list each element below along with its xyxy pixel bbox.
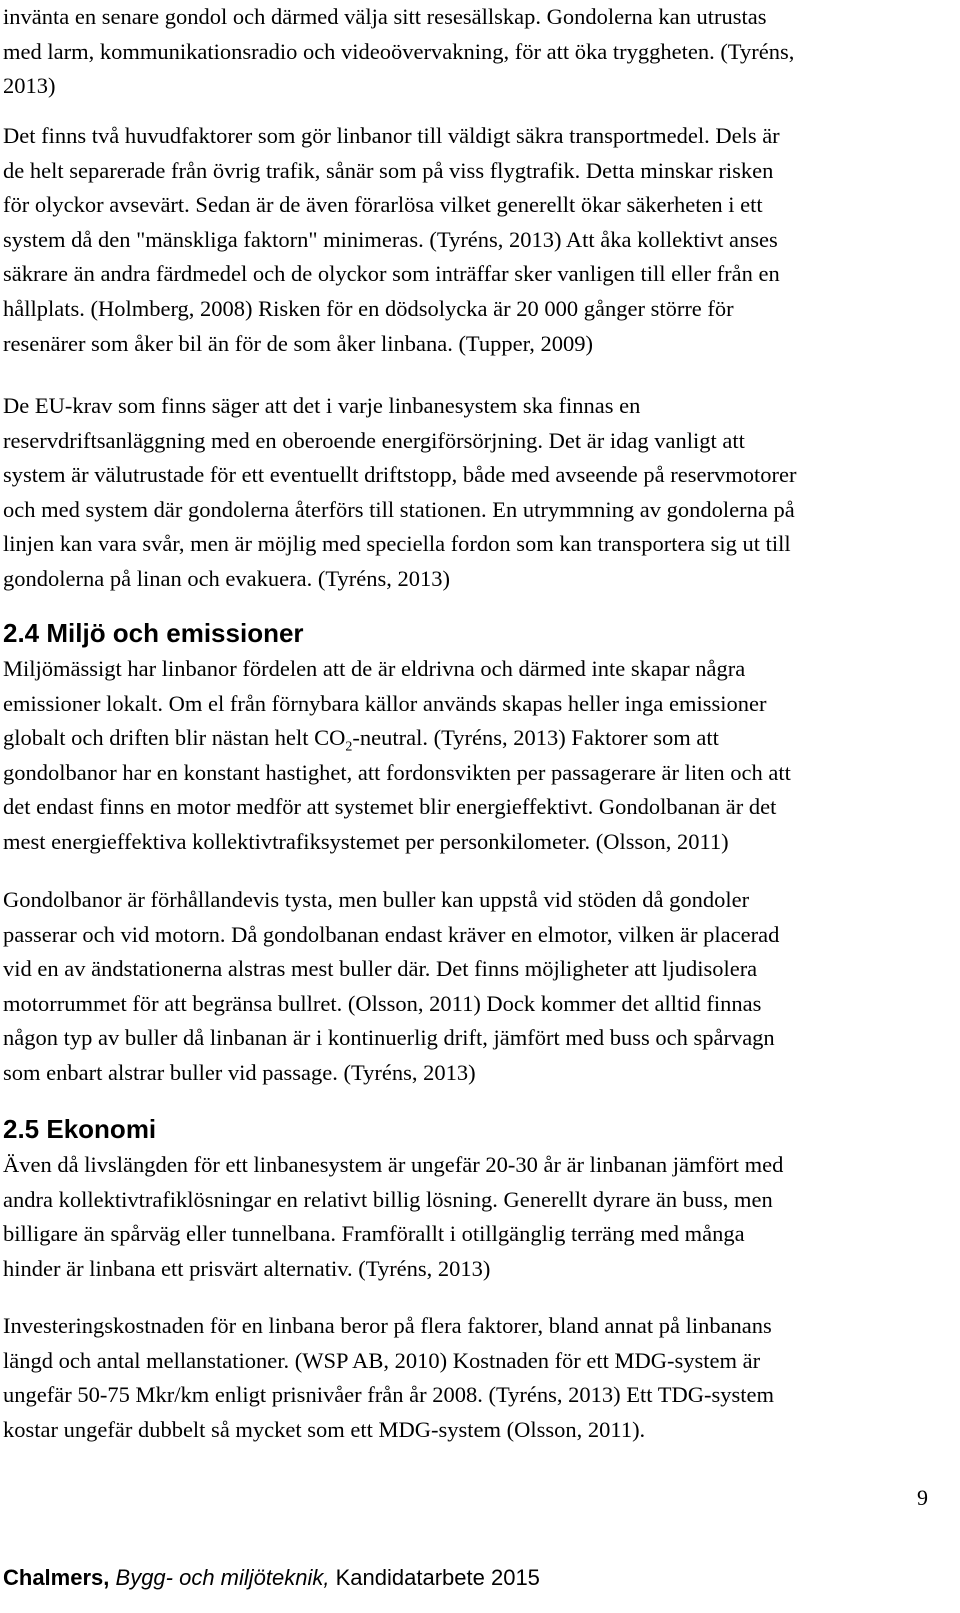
text-line: gondolerna på linan och evakuera. (Tyréns, 2013) (3, 565, 451, 591)
text-line: system är välutrustade för ett eventuellt driftstopp, både med avseende på reservmotorer (3, 462, 797, 488)
text-line: Investeringskostnaden för en linbana beror på flera faktorer, bland annat på linbanans (3, 1313, 772, 1338)
text-line: ungefär 50-75 Mkr/km enligt prisnivåer från år 2008. (Tyréns, 2013) Ett TDG-system (3, 1382, 774, 1408)
text-line: andra kollektivtrafiklösningar en relativt billig lösning. Generellt dyrare än buss, men (3, 1186, 773, 1212)
text-line: som enbart alstrar buller vid passage. (Tyréns, 2013) (3, 1059, 476, 1085)
paragraph-environment (3, 652, 953, 860)
text-line: mest energieffektiva kollektivtrafiksystemet per personkilometer. (Olsson, 2011) (3, 828, 729, 854)
text-line: invänta en senare gondol och därmed välja sitt resesällskap. Gondolerna kan utrustas (3, 4, 767, 29)
text-line: Miljömässigt har linbanor fördelen att de är eldrivna och därmed inte skapar några (3, 656, 746, 681)
paragraph-economy (3, 1148, 953, 1286)
page-footer (3, 1565, 540, 1591)
co2-text-before: globalt och driften blir nästan helt CO (3, 725, 346, 751)
paragraph-investment (3, 1309, 953, 1447)
paragraph-safety-factors (3, 119, 953, 361)
text-line: reservdriftsanläggning med en oberoende energiförsörjning. Det är idag vanligt att (3, 427, 745, 453)
text-line: linjen kan vara svår, men är möjlig med speciella fordon som kan transportera sig ut till (3, 531, 791, 557)
text-line: gondolbanor har en konstant hastighet, att fordonsvikten per passagerare är liten och att (3, 759, 791, 785)
text-line: säkrare än andra färdmedel och de olyckor som inträffar sker vanligen till eller från en (3, 261, 780, 287)
text-line: hinder är linbana ett prisvärt alternativ. (Tyréns, 2013) (3, 1255, 491, 1281)
co2-subscript: 2 (345, 739, 353, 755)
section-heading-economy: 2.5 Ekonomi (3, 1114, 157, 1144)
text-line: Det finns två huvudfaktorer som gör linbanor till väldigt säkra transportmedel. Dels är (3, 123, 780, 148)
paragraph-safety-intro (3, 0, 953, 104)
footer-dept: Bygg- och miljöteknik, (115, 1565, 330, 1590)
footer-org: Chalmers, (3, 1565, 110, 1590)
text-line: emissioner lokalt. Om el från förnybara källor används skapas heller inga emissioner (3, 690, 767, 716)
text-line: resenärer som åker bil än för de som åker linbana. (Tupper, 2009) (3, 330, 593, 356)
section-heading-environment: 2.4 Miljö och emissioner (3, 618, 304, 648)
text-line: system då den "mänskliga faktorn" minimeras. (Tyréns, 2013) Att åka kollektivt anses (3, 226, 778, 252)
text-line: någon typ av buller då linbanan är i kontinuerlig drift, jämfört med buss och spårvagn (3, 1025, 775, 1051)
footer-doc: Kandidatarbete 2015 (335, 1565, 540, 1590)
text-line: de helt separerade från övrig trafik, sånär som på viss flygtrafik. Detta minskar risken (3, 157, 774, 183)
text-line: och med system där gondolerna återförs till stationen. En utrymmning av gondolerna på (3, 496, 795, 522)
text-line: Gondolbanor är förhållandevis tysta, men buller kan uppstå vid stöden då gondoler (3, 887, 750, 912)
text-line: vid en av ändstationerna alstras mest buller där. Det finns möjligheter att ljudisolera (3, 956, 758, 982)
text-line-co2 (3, 721, 953, 756)
text-line: för olyckor avsevärt. Sedan är de även förarlösa vilket generellt ökar säkerheten i ett (3, 192, 763, 218)
text-line: med larm, kommunikationsradio och videoövervakning, för att öka tryggheten. (Tyréns, (3, 38, 795, 64)
page-number: 9 (917, 1485, 928, 1510)
paragraph-noise (3, 883, 953, 1091)
text-line: passerar och vid motorn. Då gondolbanan endast kräver en elmotor, vilken är placerad (3, 921, 780, 947)
text-line: motorrummet för att begränsa bullret. (Olsson, 2011) Dock kommer det alltid finnas (3, 990, 762, 1016)
co2-text-after: -neutral. (Tyréns, 2013) Faktorer som att (352, 725, 719, 751)
text-line: De EU-krav som finns säger att det i varje linbanesystem ska finnas en (3, 393, 641, 418)
text-line: längd och antal mellanstationer. (WSP AB, 2010) Kostnaden för ett MDG-system är (3, 1347, 761, 1373)
paragraph-eu-requirements (3, 389, 953, 597)
text-line: hållplats. (Holmberg, 2008) Risken för en dödsolycka är 20 000 gånger större för (3, 295, 734, 321)
text-line: kostar ungefär dubbelt så mycket som ett MDG-system (Olsson, 2011). (3, 1416, 646, 1442)
text-line: Även då livslängden för ett linbanesystem är ungefär 20-30 år är linbanan jämfört med (3, 1152, 784, 1177)
text-line: billigare än spårväg eller tunnelbana. Framförallt i otillgänglig terräng med många (3, 1221, 745, 1247)
text-line: 2013) (3, 73, 56, 99)
text-line: det endast finns en motor medför att systemet blir energieffektivt. Gondolbanan är det (3, 794, 777, 820)
